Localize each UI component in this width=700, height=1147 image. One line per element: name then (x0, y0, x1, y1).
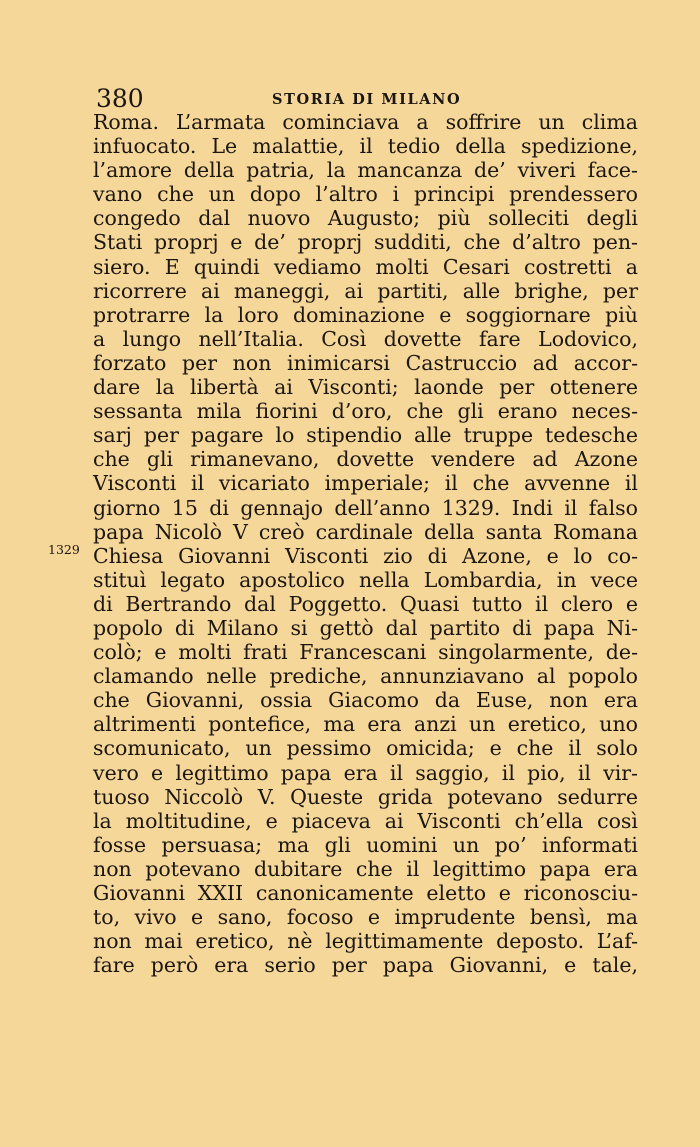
text-line: che Giovanni, ossia Giacomo da Euse, non era (93, 688, 638, 713)
text-line: non potevano dubitare che il legittimo papa era (93, 856, 638, 881)
text-line: Chiesa Giovanni Visconti zio di Azone, e lo co- (93, 543, 638, 568)
text-line: l’amore della patria, la mancanza de’ viveri face- (93, 158, 638, 183)
text-line: altrimenti pontefice, ma era anzi un eretico, uno (93, 712, 638, 737)
text-line: clamando nelle prediche, annunziavano al popolo (93, 664, 638, 689)
text-line: fosse persuasa; ma gli uomini un po’ informati (93, 832, 638, 857)
text-line: ricorrere ai maneggi, ai partiti, alle brighe, per (93, 278, 638, 303)
text-line: non mai eretico, nè legittimamente deposto. L’af- (93, 929, 638, 954)
text-line: tuoso Niccolò V. Queste grida potevano sedurre (93, 784, 638, 809)
text-line: scomunicato, un pessimo omicida; e che il solo (93, 736, 638, 761)
text-line: Giovanni XXII canonicamente eletto e riconosciu- (93, 881, 638, 905)
text-line: sessanta mila fiorini d’oro, che gli erano neces- (93, 399, 638, 424)
text-line: Stati proprj e de’ proprj sudditi, che d’altro pen- (93, 230, 638, 255)
text-line: di Bertrando dal Poggetto. Quasi tutto il clero e (93, 591, 638, 616)
text-line: vero e legittimo papa era il saggio, il pio, il vir- (93, 760, 638, 785)
text-line: colò; e molti frati Francescani singolarmente, de- (93, 640, 638, 665)
text-line: sarj per pagare lo stipendio alle truppe tedesche (93, 423, 638, 448)
text-line: papa Nicolò V creò cardinale della santa Romana (93, 519, 638, 544)
text-line: infuocato. Le malattie, il tedio della spedizione, (93, 134, 638, 159)
text-line: forzato per non inimicarsi Castruccio ad accor- (93, 350, 638, 375)
margin-year-note: 1329 (48, 542, 80, 557)
text-line: protrarre la loro dominazione e soggiornare più (93, 302, 638, 327)
text-line: la moltitudine, e piaceva ai Visconti ch’ella così (93, 808, 638, 833)
text-line: stituì legato apostolico nella Lombardia, in vece (93, 567, 638, 592)
page-number: 380 (96, 84, 144, 113)
text-line: giorno 15 di gennajo dell’anno 1329. Indi il falso (93, 495, 638, 520)
text-line: popolo di Milano si gettò dal partito di papa Ni- (93, 615, 638, 640)
text-line: siero. E quindi vediamo molti Cesari costretti a (93, 254, 638, 279)
text-line: to, vivo e sano, focoso e imprudente bensì, ma (93, 905, 638, 930)
text-line: fare però era serio per papa Giovanni, e tale, (93, 953, 638, 978)
text-line: dare la libertà ai Visconti; laonde per ottenere (93, 375, 638, 400)
text-line: Visconti il vicariato imperiale; il che avvenne il (93, 471, 638, 496)
running-title: STORIA DI MILANO (272, 91, 462, 108)
text-line: a lungo nell’Italia. Così dovette fare Lodovico, (93, 326, 638, 351)
text-line: congedo dal nuovo Augusto; più solleciti degli (93, 206, 638, 231)
body-text (93, 110, 638, 977)
text-line: che gli rimanevano, dovette vendere ad Azone (93, 447, 638, 472)
text-line: vano che un dopo l’altro i principi prendessero (93, 182, 638, 207)
text-line: Roma. L’armata cominciava a soffrire un clima (93, 110, 638, 134)
